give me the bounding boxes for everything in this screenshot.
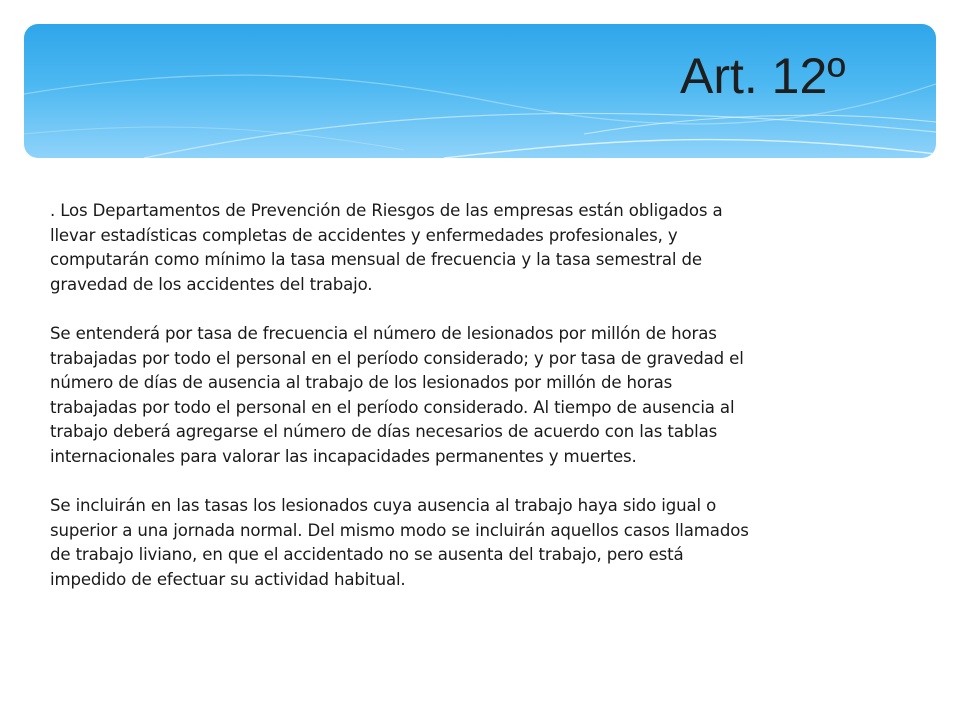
slide-title: Art. 12º bbox=[680, 48, 846, 104]
text-line: trabajadas por todo el personal en el período considerado. Al tiempo de ausencia al bbox=[50, 397, 735, 417]
text-line: internacionales para valorar las incapacidades permanentes y muertes. bbox=[50, 446, 637, 466]
text-line: llevar estadísticas completas de accidentes y enfermedades profesionales, y bbox=[50, 225, 678, 245]
text-line: . Los Departamentos de Prevención de Riesgos de las empresas están obligados a bbox=[50, 201, 723, 220]
text-line: impedido de efectuar su actividad habitual. bbox=[50, 569, 406, 589]
slide-body bbox=[50, 199, 910, 617]
text-line: computarán como mínimo la tasa mensual de frecuencia y la tasa semestral de bbox=[50, 250, 702, 270]
text-line: trabajo deberá agregarse el número de días necesarios de acuerdo con las tablas bbox=[50, 422, 718, 442]
paragraph-3 bbox=[50, 494, 910, 592]
text-line: de trabajo liviano, en que el accidentado no se ausenta del trabajo, pero está bbox=[50, 545, 684, 565]
text-line: número de días de ausencia al trabajo de los lesionados por millón de horas bbox=[50, 373, 673, 393]
paragraph-1 bbox=[50, 199, 910, 297]
text-line: Se incluirán en las tasas los lesionados cuya ausencia al trabajo haya sido igual o bbox=[50, 496, 717, 516]
paragraph-2 bbox=[50, 322, 910, 470]
text-line: gravedad de los accidentes del trabajo. bbox=[50, 274, 373, 294]
text-line: trabajadas por todo el personal en el período considerado; y por tasa de gravedad el bbox=[50, 348, 744, 368]
text-line: Se entenderá por tasa de frecuencia el número de lesionados por millón de horas bbox=[50, 323, 717, 343]
text-line: superior a una jornada normal. Del mismo modo se incluirán aquellos casos llamados bbox=[50, 520, 749, 540]
